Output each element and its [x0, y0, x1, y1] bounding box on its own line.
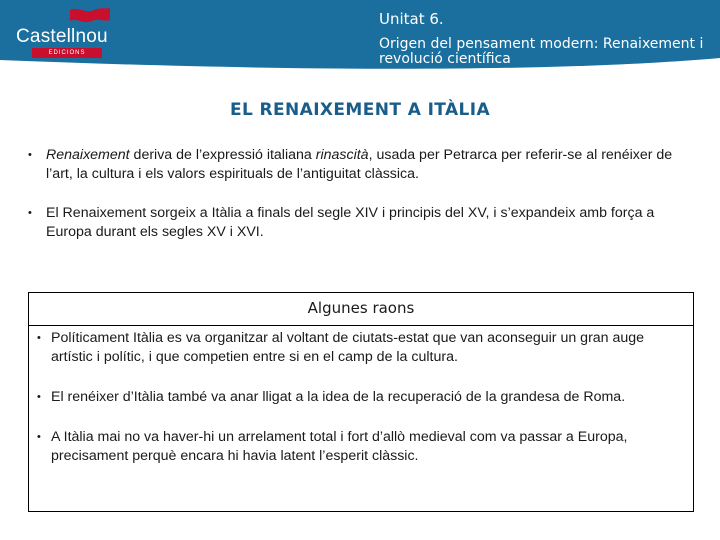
unit-subtitle: Origen del pensament modern: Renaixement i revolució científica	[379, 36, 704, 67]
bullet-item	[28, 204, 678, 242]
page-title: EL RENAIXEMENT A ITÀLIA	[229, 100, 491, 120]
reason-item: • El renéixer d’Itàlia també va anar lligat a la idea de la recuperació de la grandesa de Roma.	[37, 388, 685, 407]
logo-wordmark: Castellnou	[16, 26, 108, 47]
highlight-text: sorgeix a Itàlia	[150, 205, 242, 221]
reasons-heading: Algunes raons	[29, 293, 693, 326]
bullet-text: deriva de l’expressió italiana	[129, 147, 316, 163]
bullet-item	[28, 146, 678, 184]
unit-label: Unitat 6.	[379, 10, 444, 28]
term-rinascita: rinascità	[315, 147, 369, 163]
flag-icon	[68, 6, 112, 26]
reasons-list	[29, 329, 685, 487]
logo-subtext: EDICIONS	[48, 50, 86, 56]
bullet-text: El Renaixement	[46, 205, 151, 221]
reasons-box	[28, 292, 694, 512]
reason-item: • A Itàlia mai no va haver-hi un arrelament total i fort d’allò medieval com va passar a Europa, precisament perquè encara hi havia latent l’esperit clàssic.	[37, 428, 685, 466]
slide-header	[0, 0, 720, 76]
bullet-text: a finals del segle XIV i principis del XV, i s’expandeix amb força a Europa durant els segles XV i XVI.	[46, 205, 655, 240]
intro-bullets	[28, 146, 678, 262]
bullet-text: , usada per Petrarca per referir-se al renéixer de l’art, la cultura i els valors espirituals de l’antiguitat clàssica.	[46, 147, 673, 182]
term-renaixement: Renaixement	[46, 147, 130, 163]
reason-item: • Políticament Itàlia es va organitzar al voltant de ciutats-estat que van aconseguir un gran auge artístic i polític, i que competien entre si en el camp de la cultura.	[37, 329, 685, 367]
publisher-logo	[12, 6, 116, 62]
